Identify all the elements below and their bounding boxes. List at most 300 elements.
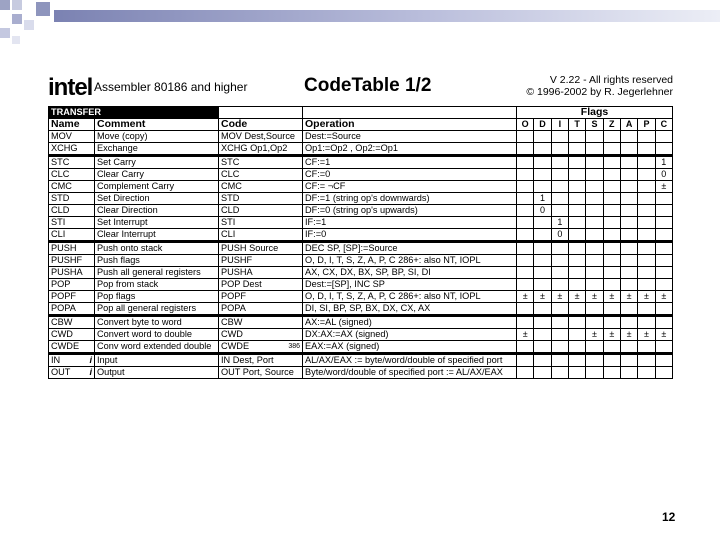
instruction-name-text: POPF — [51, 291, 77, 301]
instruction-name-text: OUT — [51, 367, 71, 377]
flag-cell-p — [638, 131, 655, 143]
flag-cell-c: ± — [655, 291, 672, 303]
flag-cell-d — [534, 255, 551, 267]
flag-cell-d — [534, 341, 551, 354]
instruction-name-text: CBW — [51, 317, 73, 327]
flag-cell-a — [620, 229, 637, 242]
flag-cell-o — [517, 367, 534, 379]
flag-cell-d — [534, 354, 551, 367]
instruction-code-text: POPA — [221, 303, 246, 313]
flag-cell-s — [586, 341, 603, 354]
instruction-code — [219, 341, 303, 354]
instruction-operation: DI, SI, BP, SP, BX, DX, CX, AX — [303, 303, 517, 316]
instruction-comment: Push onto stack — [95, 242, 219, 255]
page-title: CodeTable 1/2 — [304, 75, 432, 96]
flag-cell-d — [534, 181, 551, 193]
code-table — [48, 106, 673, 379]
instruction-code — [219, 367, 303, 379]
instruction-code — [219, 169, 303, 181]
table-row — [49, 303, 673, 316]
flag-cell-c — [655, 131, 672, 143]
flag-cell-d — [534, 131, 551, 143]
flag-cell-d — [534, 329, 551, 341]
instruction-name — [49, 329, 95, 341]
flag-cell-z — [603, 169, 620, 181]
flag-cell-i — [551, 255, 568, 267]
flag-cell-t — [568, 131, 585, 143]
flag-cell-z — [603, 303, 620, 316]
table-row — [49, 267, 673, 279]
flag-cell-p — [638, 354, 655, 367]
instruction-name — [49, 156, 95, 169]
instruction-code-text: CWDE — [221, 341, 250, 351]
flag-cell-o — [517, 303, 534, 316]
flag-cell-i — [551, 329, 568, 341]
flag-header-o: O — [517, 119, 534, 131]
flag-cell-t — [568, 217, 585, 229]
flag-cell-c — [655, 255, 672, 267]
instruction-operation: CF:= ¬CF — [303, 181, 517, 193]
instruction-code-text: STI — [221, 217, 236, 227]
instruction-operation: Op1:=Op2 , Op2:=Op1 — [303, 143, 517, 156]
flag-cell-z — [603, 193, 620, 205]
flag-cell-s: ± — [586, 291, 603, 303]
instruction-code — [219, 217, 303, 229]
instruction-operation: EAX:=AX (signed) — [303, 341, 517, 354]
table-row — [49, 316, 673, 329]
instruction-code — [219, 229, 303, 242]
instruction-code-text: STD — [221, 193, 240, 203]
instruction-name — [49, 181, 95, 193]
flag-cell-z — [603, 354, 620, 367]
flag-cell-p — [638, 316, 655, 329]
instruction-name-text: STC — [51, 157, 70, 167]
instruction-comment: Input — [95, 354, 219, 367]
instruction-name-text: IN — [51, 355, 61, 365]
flag-cell-i — [551, 367, 568, 379]
flag-cell-p — [638, 229, 655, 242]
instruction-name — [49, 291, 95, 303]
flag-cell-o — [517, 217, 534, 229]
flag-cell-s — [586, 205, 603, 217]
flag-cell-i — [551, 131, 568, 143]
flag-cell-t — [568, 279, 585, 291]
instruction-name-text: XCHG — [51, 143, 78, 153]
flag-cell-s — [586, 303, 603, 316]
flag-cell-z: ± — [603, 329, 620, 341]
instruction-code — [219, 267, 303, 279]
flag-cell-t — [568, 367, 585, 379]
flag-cell-z: ± — [603, 291, 620, 303]
instruction-comment: Exchange — [95, 143, 219, 156]
flag-cell-i — [551, 316, 568, 329]
column-header-code: Code — [219, 119, 303, 131]
table-row — [49, 156, 673, 169]
flag-cell-i — [551, 205, 568, 217]
instruction-code — [219, 242, 303, 255]
column-header-comment: Comment — [95, 119, 219, 131]
flag-cell-o — [517, 156, 534, 169]
flag-cell-i — [551, 303, 568, 316]
flag-cell-i — [551, 341, 568, 354]
instruction-comment: Pop flags — [95, 291, 219, 303]
instruction-name — [49, 242, 95, 255]
flag-cell-p — [638, 205, 655, 217]
flag-cell-z — [603, 316, 620, 329]
flag-cell-c — [655, 367, 672, 379]
flag-cell-s — [586, 354, 603, 367]
flag-cell-i — [551, 169, 568, 181]
flag-cell-a — [620, 354, 637, 367]
instruction-code — [219, 156, 303, 169]
instruction-comment: Set Interrupt — [95, 217, 219, 229]
instruction-comment: Clear Interrupt — [95, 229, 219, 242]
instruction-comment: Set Direction — [95, 193, 219, 205]
instruction-name — [49, 193, 95, 205]
flag-cell-p — [638, 242, 655, 255]
flag-cell-c — [655, 303, 672, 316]
flag-cell-s — [586, 181, 603, 193]
flag-cell-o: ± — [517, 291, 534, 303]
flag-cell-c — [655, 242, 672, 255]
flag-cell-a — [620, 367, 637, 379]
table-row — [49, 354, 673, 367]
instruction-comment: Complement Carry — [95, 181, 219, 193]
instruction-comment: Push flags — [95, 255, 219, 267]
instruction-name-text: PUSHA — [51, 267, 83, 277]
flag-cell-d — [534, 169, 551, 181]
flag-cell-p — [638, 156, 655, 169]
instruction-name-text: MOV — [51, 131, 72, 141]
instruction-operation: DF:=1 (string op's downwards) — [303, 193, 517, 205]
flag-cell-t: ± — [568, 291, 585, 303]
flag-cell-s — [586, 131, 603, 143]
flag-cell-z — [603, 229, 620, 242]
column-header-operation: Operation — [303, 119, 517, 131]
flag-cell-p: ± — [638, 329, 655, 341]
flag-cell-t — [568, 341, 585, 354]
flag-cell-o — [517, 341, 534, 354]
instruction-code-text: CWD — [221, 329, 243, 339]
flag-header-p: P — [638, 119, 655, 131]
flag-cell-z — [603, 131, 620, 143]
flag-header-i: I — [551, 119, 568, 131]
instruction-comment: Pop all general registers — [95, 303, 219, 316]
flag-cell-t — [568, 354, 585, 367]
instruction-code-text: IN Dest, Port — [221, 355, 274, 365]
instruction-operation: AL/AX/EAX := byte/word/double of specified port — [303, 354, 517, 367]
flag-cell-p — [638, 217, 655, 229]
table-row — [49, 255, 673, 267]
instruction-code — [219, 279, 303, 291]
flag-cell-p — [638, 255, 655, 267]
flag-cell-d: ± — [534, 291, 551, 303]
flag-cell-c: ± — [655, 329, 672, 341]
flag-cell-t — [568, 303, 585, 316]
instruction-operation: AX:=AL (signed) — [303, 316, 517, 329]
flag-cell-s — [586, 143, 603, 156]
version-info — [526, 74, 673, 98]
instruction-name-text: POP — [51, 279, 71, 289]
flag-cell-i: ± — [551, 291, 568, 303]
instruction-operation: CF:=1 — [303, 156, 517, 169]
flag-cell-a: ± — [620, 291, 637, 303]
table-row — [49, 181, 673, 193]
flag-cell-d — [534, 242, 551, 255]
flag-cell-s — [586, 193, 603, 205]
flag-cell-d — [534, 367, 551, 379]
instruction-name — [49, 131, 95, 143]
flag-cell-a — [620, 181, 637, 193]
instruction-comment: Convert word to double — [95, 329, 219, 341]
table-row — [49, 217, 673, 229]
flag-cell-s — [586, 255, 603, 267]
flag-cell-d: 0 — [534, 205, 551, 217]
flag-cell-t — [568, 329, 585, 341]
instruction-code-text: CBW — [221, 317, 243, 327]
flag-cell-p — [638, 279, 655, 291]
flag-cell-o — [517, 316, 534, 329]
flag-cell-o: ± — [517, 329, 534, 341]
instruction-code-text: CLC — [221, 169, 240, 179]
instruction-comment: Push all general registers — [95, 267, 219, 279]
flag-cell-a: ± — [620, 329, 637, 341]
instruction-code-text: PUSHF — [221, 255, 253, 265]
table-row — [49, 242, 673, 255]
cpu-note: 386 — [288, 343, 300, 350]
instruction-operation: IF:=0 — [303, 229, 517, 242]
flag-cell-c: 0 — [655, 169, 672, 181]
flag-cell-s — [586, 229, 603, 242]
flag-cell-t — [568, 267, 585, 279]
instruction-code-text: PUSH Source — [221, 243, 279, 253]
instruction-operation: DEC SP, [SP]:=Source — [303, 242, 517, 255]
flag-cell-p — [638, 267, 655, 279]
flag-cell-p — [638, 169, 655, 181]
flag-cell-c: 1 — [655, 156, 672, 169]
flag-cell-p — [638, 193, 655, 205]
flag-cell-i — [551, 143, 568, 156]
flag-cell-p — [638, 303, 655, 316]
flag-cell-z — [603, 255, 620, 267]
instruction-code-text: PUSHA — [221, 267, 253, 277]
flag-cell-o — [517, 181, 534, 193]
flag-cell-a — [620, 193, 637, 205]
instruction-code-text: CMC — [221, 181, 242, 191]
table-row — [49, 143, 673, 156]
flag-cell-z — [603, 143, 620, 156]
header-subtitle: Assembler 80186 and higher — [94, 80, 248, 94]
flag-cell-z — [603, 341, 620, 354]
flag-cell-o — [517, 131, 534, 143]
flag-cell-t — [568, 143, 585, 156]
flag-cell-a — [620, 255, 637, 267]
instruction-name — [49, 341, 95, 354]
flag-cell-t — [568, 181, 585, 193]
flag-cell-i — [551, 181, 568, 193]
flag-header-s: S — [586, 119, 603, 131]
flag-cell-z — [603, 156, 620, 169]
instruction-operation: IF:=1 — [303, 217, 517, 229]
flag-header-d: D — [534, 119, 551, 131]
instruction-operation: AX, CX, DX, BX, SP, BP, SI, DI — [303, 267, 517, 279]
flag-cell-i — [551, 279, 568, 291]
instruction-operation: CF:=0 — [303, 169, 517, 181]
instruction-name-text: CWDE — [51, 341, 80, 351]
flag-cell-a — [620, 303, 637, 316]
instruction-name — [49, 354, 95, 367]
instruction-operation: Dest:=[SP], INC SP — [303, 279, 517, 291]
flag-cell-a — [620, 143, 637, 156]
instruction-code-text: POPF — [221, 291, 247, 301]
flag-cell-d — [534, 267, 551, 279]
flag-cell-z — [603, 279, 620, 291]
flag-cell-a — [620, 205, 637, 217]
instruction-code-text: CLD — [221, 205, 240, 215]
flag-cell-p — [638, 367, 655, 379]
flag-cell-s — [586, 156, 603, 169]
instruction-name-text: PUSH — [51, 243, 77, 253]
flag-cell-c — [655, 267, 672, 279]
instruction-operation: O, D, I, T, S, Z, A, P, C 286+: also NT, IOPL — [303, 255, 517, 267]
flag-cell-d — [534, 217, 551, 229]
instruction-name — [49, 143, 95, 156]
flag-header-c: C — [655, 119, 672, 131]
instruction-code-text: MOV Dest,Source — [221, 131, 296, 141]
flag-cell-c — [655, 205, 672, 217]
instruction-name-text: CLC — [51, 169, 70, 179]
intel-logo: intel — [48, 74, 93, 101]
instruction-name — [49, 279, 95, 291]
instruction-name — [49, 316, 95, 329]
instruction-name-text: STI — [51, 217, 66, 227]
instruction-operation: Dest:=Source — [303, 131, 517, 143]
flag-cell-a — [620, 156, 637, 169]
flag-cell-s — [586, 217, 603, 229]
instruction-operation: Byte/word/double of specified port := AL/AX/EAX — [303, 367, 517, 379]
flag-cell-s — [586, 267, 603, 279]
flag-cell-s — [586, 316, 603, 329]
page-number: 12 — [662, 510, 676, 524]
instruction-code — [219, 181, 303, 193]
instruction-name-text: PUSHF — [51, 255, 83, 265]
flag-cell-d — [534, 316, 551, 329]
instruction-code — [219, 316, 303, 329]
flag-cell-z — [603, 367, 620, 379]
flag-cell-z — [603, 267, 620, 279]
instruction-name — [49, 367, 95, 379]
instruction-comment: Move (copy) — [95, 131, 219, 143]
flag-cell-i — [551, 156, 568, 169]
table-row — [49, 329, 673, 341]
instruction-code — [219, 193, 303, 205]
flag-cell-t — [568, 193, 585, 205]
instruction-name-text: CMC — [51, 181, 72, 191]
instruction-operation: O, D, I, T, S, Z, A, P, C 286+: also NT, IOPL — [303, 291, 517, 303]
column-header-row — [49, 119, 673, 131]
info-marker: i — [89, 355, 92, 365]
instruction-code-text: CLI — [221, 229, 236, 239]
flag-cell-z — [603, 181, 620, 193]
instruction-code — [219, 205, 303, 217]
flag-cell-s — [586, 242, 603, 255]
flag-header-t: T — [568, 119, 585, 131]
flag-cell-o — [517, 193, 534, 205]
flag-cell-d: 1 — [534, 193, 551, 205]
flag-cell-p — [638, 181, 655, 193]
flag-cell-o — [517, 267, 534, 279]
flag-cell-a — [620, 242, 637, 255]
instruction-code — [219, 329, 303, 341]
table-row — [49, 279, 673, 291]
flag-cell-c — [655, 316, 672, 329]
flag-cell-a — [620, 217, 637, 229]
instruction-name — [49, 303, 95, 316]
instruction-comment: Clear Direction — [95, 205, 219, 217]
flag-cell-s — [586, 367, 603, 379]
flag-cell-d — [534, 229, 551, 242]
table-row — [49, 131, 673, 143]
flag-cell-z — [603, 242, 620, 255]
table-row — [49, 367, 673, 379]
flag-cell-c: ± — [655, 181, 672, 193]
instruction-name — [49, 267, 95, 279]
flag-cell-a — [620, 341, 637, 354]
flag-cell-o — [517, 242, 534, 255]
column-header-name: Name — [49, 119, 95, 131]
flag-cell-i: 1 — [551, 217, 568, 229]
flag-cell-o — [517, 169, 534, 181]
flags-header: Flags — [517, 107, 673, 119]
table-row — [49, 205, 673, 217]
flag-header-a: A — [620, 119, 637, 131]
version-text: V 2.22 - All rights reserved — [549, 74, 673, 86]
flag-cell-t — [568, 205, 585, 217]
flag-cell-p: ± — [638, 291, 655, 303]
flag-cell-p — [638, 341, 655, 354]
flag-cell-o — [517, 229, 534, 242]
flag-cell-a — [620, 169, 637, 181]
instruction-name — [49, 255, 95, 267]
instruction-name-text: STD — [51, 193, 70, 203]
table-row — [49, 193, 673, 205]
flag-cell-i: 0 — [551, 229, 568, 242]
instruction-code — [219, 255, 303, 267]
instruction-comment: Convert byte to word — [95, 316, 219, 329]
table-row — [49, 229, 673, 242]
flag-cell-i — [551, 267, 568, 279]
instruction-code — [219, 291, 303, 303]
flag-cell-o — [517, 205, 534, 217]
flag-cell-t — [568, 316, 585, 329]
instruction-operation: DX:AX:=AX (signed) — [303, 329, 517, 341]
flag-cell-o — [517, 143, 534, 156]
instruction-code-text: POP Dest — [221, 279, 262, 289]
table-row — [49, 291, 673, 303]
flag-cell-a — [620, 316, 637, 329]
flag-cell-o — [517, 255, 534, 267]
table-row — [49, 341, 673, 354]
instruction-name — [49, 217, 95, 229]
flag-cell-t — [568, 229, 585, 242]
flag-cell-a — [620, 267, 637, 279]
flag-cell-i — [551, 354, 568, 367]
instruction-name — [49, 229, 95, 242]
decorative-header-squares — [0, 0, 720, 50]
flag-cell-i — [551, 242, 568, 255]
flag-cell-a — [620, 279, 637, 291]
instruction-name — [49, 169, 95, 181]
